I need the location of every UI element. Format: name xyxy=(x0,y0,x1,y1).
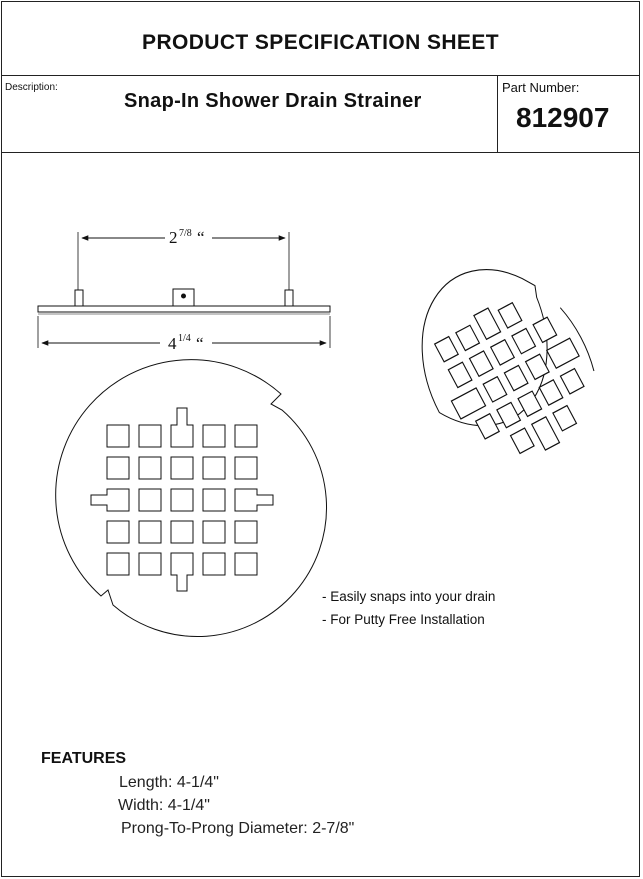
note-snaps-into-drain: - Easily snaps into your drain xyxy=(322,589,496,604)
sheet-title: PRODUCT SPECIFICATION SHEET xyxy=(142,30,499,54)
prong-dim-fraction: 7/8 xyxy=(179,228,192,239)
overall-dim-whole: 4 xyxy=(168,334,177,353)
prong-dim-whole: 2 xyxy=(169,228,178,247)
feature-width: Width: 4-1/4" xyxy=(118,797,210,814)
side-profile xyxy=(38,232,330,348)
front-view-strainer xyxy=(56,360,327,637)
perspective-view-strainer xyxy=(387,239,620,486)
feature-prong-diameter: Prong-To-Prong Diameter: 2-7/8" xyxy=(121,820,355,837)
part-number-label: Part Number: xyxy=(502,80,580,95)
overall-dim-quote: “ xyxy=(196,334,204,353)
feature-length: Length: 4-1/4" xyxy=(119,774,219,791)
features-title: FEATURES xyxy=(41,750,127,767)
overall-dim-fraction: 1/4 xyxy=(178,333,191,344)
description-label: Description: xyxy=(5,82,58,93)
note-putty-free: - For Putty Free Installation xyxy=(322,612,485,627)
part-number-value: 812907 xyxy=(516,102,610,133)
prong-dim-quote: “ xyxy=(197,228,205,247)
description-value: Snap-In Shower Drain Strainer xyxy=(124,90,422,112)
